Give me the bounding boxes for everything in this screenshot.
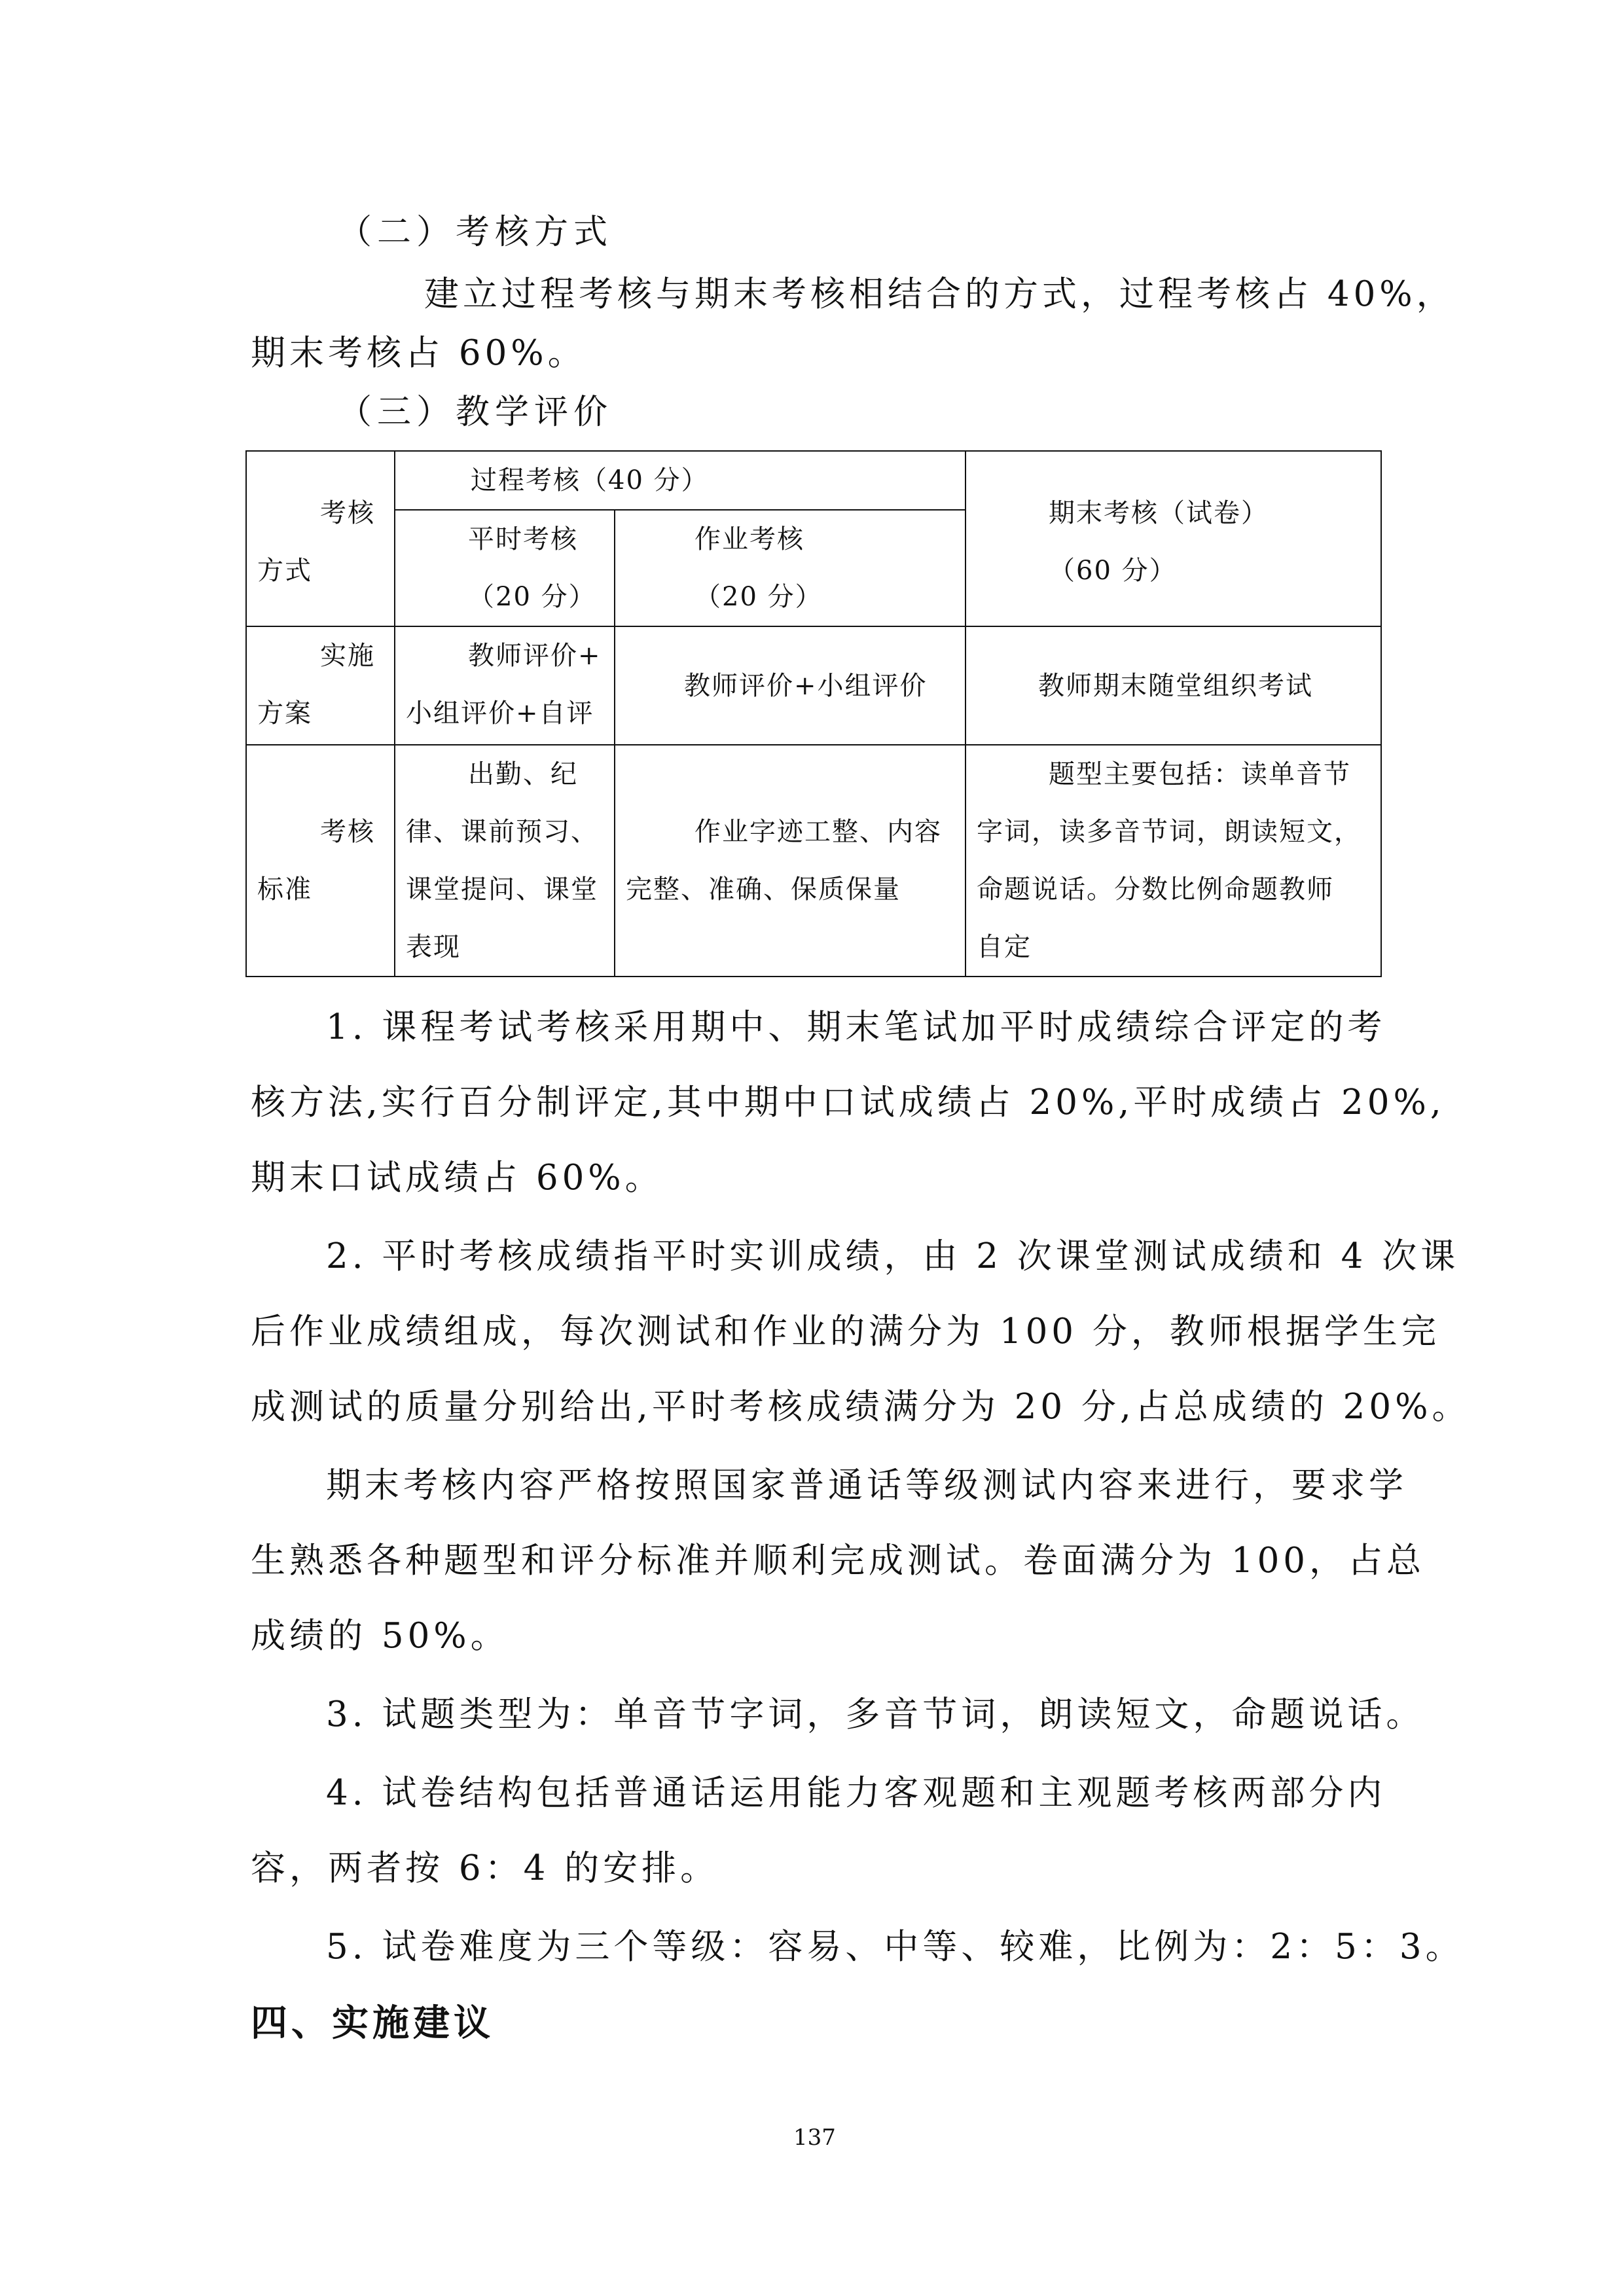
item-1-line-1: 1. 课程考试考核采用期中、期末笔试加平时成绩综合评定的考 [326,1007,1386,1047]
cell-standard-final: 题型主要包括：读单音节 字词，读多音节词，朗读短文， 命题说话。分数比例命题教师 自定 [965,745,1381,977]
item-1-line-3: 期末口试成绩占 60%。 [251,1158,664,1198]
table-row [246,626,1381,745]
final-exam-paragraph-line-1: 期末考核内容严格按照国家普通话等级测试内容来进行，要求学 [326,1465,1407,1505]
item-2-line-3: 成测试的质量分别给出,平时考核成绩满分为 20 分,占总成绩的 20%。 [251,1387,1471,1427]
cell-implementation-label: 实施 方案 [246,626,395,745]
table-row [246,745,1381,977]
item-5-line-1: 5. 试卷难度为三个等级：容易、中等、较难，比例为：2：5：3。 [326,1927,1464,1967]
item-2-line-1: 2. 平时考核成绩指平时实训成绩，由 2 次课堂测试成绩和 4 次课 [326,1236,1460,1276]
section-2-title: （二）考核方式 [338,213,613,252]
section-4-title: 四、实施建议 [251,2002,494,2045]
cell-implementation-homework: 教师评价+小组评价 [615,626,965,745]
evaluation-table [245,450,1382,977]
cell-standard-regular: 出勤、纪 律、课前预习、 课堂提问、课堂 表现 [395,745,615,977]
cell-process-assessment-header: 过程考核（40 分） [395,451,965,510]
cell-standard-label: 考核 标准 [246,745,395,977]
page-number: 137 [793,2125,836,2151]
section-3-title: （三）教学评价 [338,393,613,432]
cell-final-assessment-header: 期末考核（试卷） （60 分） [965,451,1381,626]
item-4-line-1: 4. 试卷结构包括普通话运用能力客观题和主观题考核两部分内 [326,1773,1386,1813]
cell-implementation-final: 教师期末随堂组织考试 [965,626,1381,745]
item-2-line-2: 后作业成绩组成，每次测试和作业的满分为 100 分，教师根据学生完 [251,1312,1440,1352]
section-2-paragraph-line-1: 建立过程考核与期末考核相结合的方式，过程考核占 40%， [424,274,1455,314]
cell-assessment-method-label: 考核 方式 [246,451,395,626]
final-exam-paragraph-line-2: 生熟悉各种题型和评分标准并顺利完成测试。卷面满分为 100，占总 [251,1541,1426,1581]
cell-regular-assessment-header: 平时考核 （20 分） [395,510,615,626]
section-2-paragraph-line-2: 期末考核占 60%。 [251,333,586,373]
cell-standard-homework: 作业字迹工整、内容 完整、准确、保质保量 [615,745,965,977]
cell-implementation-regular: 教师评价+ 小组评价+自评 [395,626,615,745]
item-4-line-2: 容，两者按 6：4 的安排。 [251,1848,719,1888]
item-3-line-1: 3. 试题类型为：单音节字词，多音节词，朗读短文，命题说话。 [326,1695,1425,1734]
final-exam-paragraph-line-3: 成绩的 50%。 [251,1616,509,1656]
table-row [246,451,1381,510]
item-1-line-2: 核方法,实行百分制评定,其中期中口试成绩占 20%,平时成绩占 20%, [251,1083,1445,1122]
cell-homework-assessment-header: 作业考核 （20 分） [615,510,965,626]
